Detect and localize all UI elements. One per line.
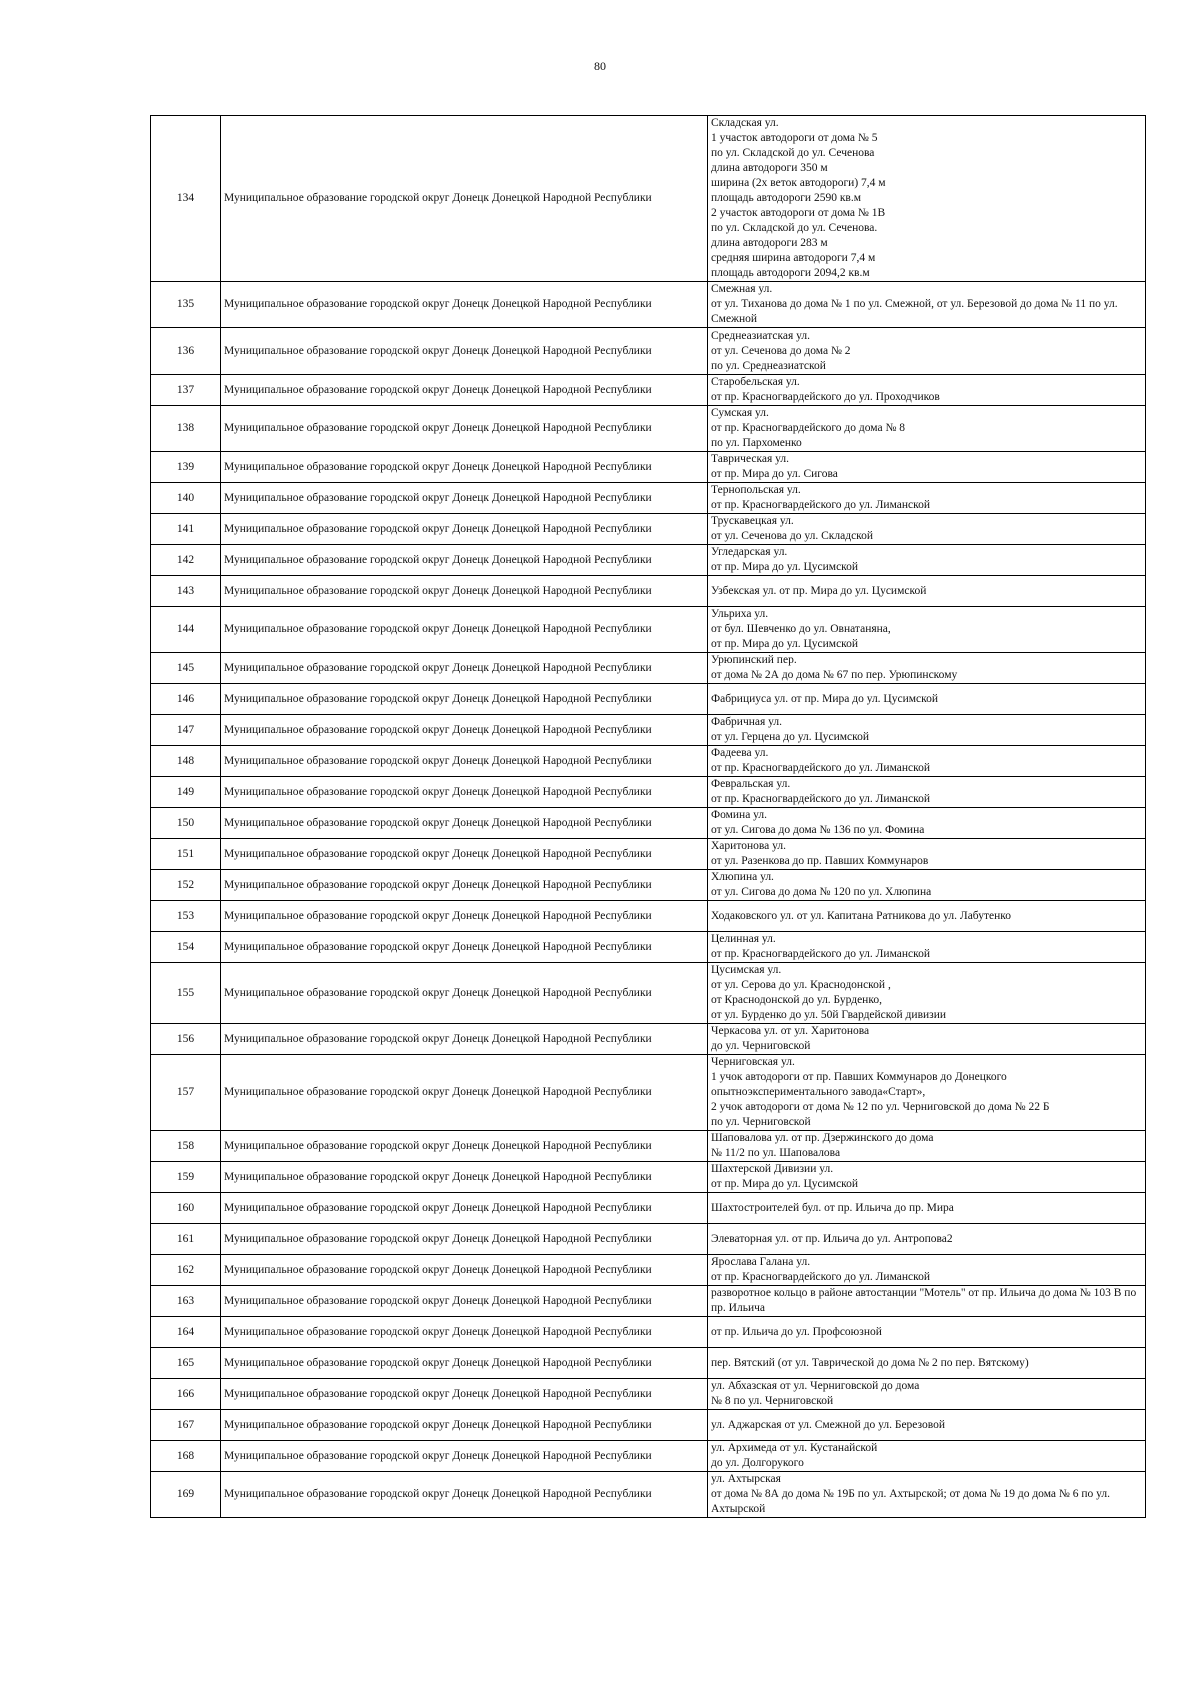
table-row — [151, 684, 1146, 715]
row-number: 145 — [151, 653, 221, 684]
road-description: Трускавецкая ул. от ул. Сеченова до ул. Складской — [708, 514, 1146, 545]
table-row — [151, 375, 1146, 406]
road-description: Целинная ул. от пр. Красногвардейского до ул. Лиманской — [708, 932, 1146, 963]
road-description: Старобельская ул. от пр. Красногвардейского до ул. Проходчиков — [708, 375, 1146, 406]
row-number: 146 — [151, 684, 221, 715]
municipality-name: Муниципальное образование городской округ Донецк Донецкой Народной Республики — [221, 963, 708, 1024]
municipality-name: Муниципальное образование городской округ Донецк Донецкой Народной Республики — [221, 514, 708, 545]
table-row — [151, 1472, 1146, 1518]
municipality-name: Муниципальное образование городской округ Донецк Донецкой Народной Республики — [221, 653, 708, 684]
road-description: Февральская ул. от пр. Красногвардейского до ул. Лиманской — [708, 777, 1146, 808]
road-description: Таврическая ул. от пр. Мира до ул. Сигова — [708, 452, 1146, 483]
road-description: Тернопольская ул. от пр. Красногвардейского до ул. Лиманской — [708, 483, 1146, 514]
municipality-name: Муниципальное образование городской округ Донецк Донецкой Народной Республики — [221, 839, 708, 870]
table-row — [151, 901, 1146, 932]
table-row — [151, 715, 1146, 746]
municipality-name: Муниципальное образование городской округ Донецк Донецкой Народной Республики — [221, 282, 708, 328]
road-description: Харитонова ул. от ул. Разенкова до пр. Павших Коммунаров — [708, 839, 1146, 870]
municipality-name: Муниципальное образование городской округ Донецк Донецкой Народной Республики — [221, 406, 708, 452]
row-number: 168 — [151, 1441, 221, 1472]
table-row — [151, 746, 1146, 777]
road-description: разворотное кольцо в районе автостанции "Мотель" от пр. Ильича до дома № 103 В по пр. Ильича — [708, 1286, 1146, 1317]
row-number: 164 — [151, 1317, 221, 1348]
row-number: 142 — [151, 545, 221, 576]
row-number: 152 — [151, 870, 221, 901]
row-number: 148 — [151, 746, 221, 777]
road-description: Среднеазиатская ул. от ул. Сеченова до дома № 2 по ул. Среднеазиатской — [708, 328, 1146, 375]
municipality-name: Муниципальное образование городской округ Донецк Донецкой Народной Республики — [221, 1286, 708, 1317]
road-description: Цусимская ул. от ул. Серова до ул. Краснодонской , от Краснодонской до ул. Бурденко, от ул. Бурденко до ул. 50й Гвардейской дивизии — [708, 963, 1146, 1024]
municipality-name: Муниципальное образование городской округ Донецк Донецкой Народной Республики — [221, 777, 708, 808]
row-number: 156 — [151, 1024, 221, 1055]
table-row — [151, 963, 1146, 1024]
row-number: 139 — [151, 452, 221, 483]
table-row — [151, 1024, 1146, 1055]
row-number: 138 — [151, 406, 221, 452]
row-number: 161 — [151, 1224, 221, 1255]
table-row — [151, 1379, 1146, 1410]
municipality-name: Муниципальное образование городской округ Донецк Донецкой Народной Республики — [221, 715, 708, 746]
table-row — [151, 545, 1146, 576]
road-description: Ульриха ул. от бул. Шевченко до ул. Овнатаняна, от пр. Мира до ул. Цусимской — [708, 607, 1146, 653]
municipality-name: Муниципальное образование городской округ Донецк Донецкой Народной Республики — [221, 808, 708, 839]
row-number: 158 — [151, 1131, 221, 1162]
table-row — [151, 607, 1146, 653]
municipality-name: Муниципальное образование городской округ Донецк Донецкой Народной Республики — [221, 1410, 708, 1441]
row-number: 165 — [151, 1348, 221, 1379]
table-row — [151, 576, 1146, 607]
municipality-name: Муниципальное образование городской округ Донецк Донецкой Народной Республики — [221, 870, 708, 901]
row-number: 140 — [151, 483, 221, 514]
municipality-name: Муниципальное образование городской округ Донецк Донецкой Народной Республики — [221, 545, 708, 576]
row-number: 154 — [151, 932, 221, 963]
row-number: 155 — [151, 963, 221, 1024]
road-description: Элеваторная ул. от пр. Ильича до ул. Антропова2 — [708, 1224, 1146, 1255]
road-description: ул. Архимеда от ул. Кустанайской до ул. Долгорукого — [708, 1441, 1146, 1472]
table-row — [151, 1317, 1146, 1348]
road-registry-table — [150, 115, 1146, 1518]
row-number: 157 — [151, 1055, 221, 1131]
municipality-name: Муниципальное образование городской округ Донецк Донецкой Народной Республики — [221, 1472, 708, 1518]
table-row — [151, 483, 1146, 514]
municipality-name: Муниципальное образование городской округ Донецк Донецкой Народной Республики — [221, 1131, 708, 1162]
road-description: Черниговская ул. 1 учок автодороги от пр. Павших Коммунаров до Донецкого опытноэкспериментального завода«Старт», 2 учок автодороги от дома № 12 по ул. Черниговской до дома № 22 Б по ул. Черниговской — [708, 1055, 1146, 1131]
row-number: 167 — [151, 1410, 221, 1441]
municipality-name: Муниципальное образование городской округ Донецк Донецкой Народной Республики — [221, 1255, 708, 1286]
row-number: 153 — [151, 901, 221, 932]
row-number: 150 — [151, 808, 221, 839]
row-number: 136 — [151, 328, 221, 375]
road-description: Фабрициуса ул. от пр. Мира до ул. Цусимской — [708, 684, 1146, 715]
table-row — [151, 870, 1146, 901]
municipality-name: Муниципальное образование городской округ Донецк Донецкой Народной Республики — [221, 1348, 708, 1379]
municipality-name: Муниципальное образование городской округ Донецк Донецкой Народной Республики — [221, 1224, 708, 1255]
table-row — [151, 777, 1146, 808]
row-number: 169 — [151, 1472, 221, 1518]
road-description: Ярослава Галана ул. от пр. Красногвардейского до ул. Лиманской — [708, 1255, 1146, 1286]
municipality-name: Муниципальное образование городской округ Донецк Донецкой Народной Республики — [221, 328, 708, 375]
table-row — [151, 1410, 1146, 1441]
table-row — [151, 839, 1146, 870]
row-number: 162 — [151, 1255, 221, 1286]
table-row — [151, 1255, 1146, 1286]
road-description: Сумская ул. от пр. Красногвардейского до дома № 8 по ул. Пархоменко — [708, 406, 1146, 452]
municipality-name: Муниципальное образование городской округ Донецк Донецкой Народной Республики — [221, 1024, 708, 1055]
municipality-name: Муниципальное образование городской округ Донецк Донецкой Народной Республики — [221, 1193, 708, 1224]
row-number: 135 — [151, 282, 221, 328]
table-row — [151, 932, 1146, 963]
road-description: пер. Вятский (от ул. Таврической до дома № 2 по пер. Вятскому) — [708, 1348, 1146, 1379]
municipality-name: Муниципальное образование городской округ Донецк Донецкой Народной Республики — [221, 576, 708, 607]
municipality-name: Муниципальное образование городской округ Донецк Донецкой Народной Республики — [221, 375, 708, 406]
row-number: 143 — [151, 576, 221, 607]
road-description: ул. Аджарская от ул. Смежной до ул. Березовой — [708, 1410, 1146, 1441]
municipality-name: Муниципальное образование городской округ Донецк Донецкой Народной Республики — [221, 1441, 708, 1472]
row-number: 147 — [151, 715, 221, 746]
municipality-name: Муниципальное образование городской округ Донецк Донецкой Народной Республики — [221, 1055, 708, 1131]
municipality-name: Муниципальное образование городской округ Донецк Донецкой Народной Республики — [221, 932, 708, 963]
road-description: Фабричная ул. от ул. Герцена до ул. Цусимской — [708, 715, 1146, 746]
row-number: 134 — [151, 116, 221, 282]
road-description: Шахтерской Дивизии ул. от пр. Мира до ул. Цусимской — [708, 1162, 1146, 1193]
municipality-name: Муниципальное образование городской округ Донецк Донецкой Народной Республики — [221, 452, 708, 483]
table-row — [151, 1131, 1146, 1162]
road-description: Ходаковского ул. от ул. Капитана Ратникова до ул. Лабутенко — [708, 901, 1146, 932]
row-number: 144 — [151, 607, 221, 653]
table-row — [151, 808, 1146, 839]
road-description: Хлюпина ул. от ул. Сигова до дома № 120 по ул. Хлюпина — [708, 870, 1146, 901]
table-row — [151, 116, 1146, 282]
table-row — [151, 1441, 1146, 1472]
row-number: 159 — [151, 1162, 221, 1193]
road-description: от пр. Ильича до ул. Профсоюзной — [708, 1317, 1146, 1348]
road-description: ул. Ахтырская от дома № 8А до дома № 19Б по ул. Ахтырской; от дома № 19 до дома № 6 по ул. Ахтырской — [708, 1472, 1146, 1518]
road-description: Узбекская ул. от пр. Мира до ул. Цусимской — [708, 576, 1146, 607]
road-description: Шаповалова ул. от пр. Дзержинского до дома № 11/2 по ул. Шаповалова — [708, 1131, 1146, 1162]
road-description: Фадеева ул. от пр. Красногвардейского до ул. Лиманской — [708, 746, 1146, 777]
road-description: Смежная ул. от ул. Тиханова до дома № 1 по ул. Смежной, от ул. Березовой до дома № 11 по ул. Смежной — [708, 282, 1146, 328]
table-row — [151, 514, 1146, 545]
table-row — [151, 282, 1146, 328]
row-number: 149 — [151, 777, 221, 808]
row-number: 163 — [151, 1286, 221, 1317]
road-description: Черкасова ул. от ул. Харитонова до ул. Черниговской — [708, 1024, 1146, 1055]
municipality-name: Муниципальное образование городской округ Донецк Донецкой Народной Республики — [221, 483, 708, 514]
table-row — [151, 1193, 1146, 1224]
road-description: Фомина ул. от ул. Сигова до дома № 136 по ул. Фомина — [708, 808, 1146, 839]
table-row — [151, 1224, 1146, 1255]
road-description: Шахтостроителей бул. от пр. Ильича до пр. Мира — [708, 1193, 1146, 1224]
table-row — [151, 406, 1146, 452]
page-number: 80 — [594, 59, 606, 73]
row-number: 137 — [151, 375, 221, 406]
table-row — [151, 1348, 1146, 1379]
table-row — [151, 1055, 1146, 1131]
municipality-name: Муниципальное образование городской округ Донецк Донецкой Народной Республики — [221, 607, 708, 653]
table-row — [151, 653, 1146, 684]
municipality-name: Муниципальное образование городской округ Донецк Донецкой Народной Республики — [221, 684, 708, 715]
municipality-name: Муниципальное образование городской округ Донецк Донецкой Народной Республики — [221, 116, 708, 282]
table-body — [151, 116, 1146, 1518]
municipality-name: Муниципальное образование городской округ Донецк Донецкой Народной Республики — [221, 901, 708, 932]
municipality-name: Муниципальное образование городской округ Донецк Донецкой Народной Республики — [221, 1317, 708, 1348]
table-row — [151, 452, 1146, 483]
table-row — [151, 1286, 1146, 1317]
row-number: 166 — [151, 1379, 221, 1410]
road-description: ул. Абхазская от ул. Черниговской до дома № 8 по ул. Черниговской — [708, 1379, 1146, 1410]
municipality-name: Муниципальное образование городской округ Донецк Донецкой Народной Республики — [221, 746, 708, 777]
row-number: 141 — [151, 514, 221, 545]
row-number: 151 — [151, 839, 221, 870]
row-number: 160 — [151, 1193, 221, 1224]
road-description: Угледарская ул. от пр. Мира до ул. Цусимской — [708, 545, 1146, 576]
table-row — [151, 328, 1146, 375]
road-description: Урюпинский пер. от дома № 2А до дома № 67 по пер. Урюпинскому — [708, 653, 1146, 684]
municipality-name: Муниципальное образование городской округ Донецк Донецкой Народной Республики — [221, 1379, 708, 1410]
municipality-name: Муниципальное образование городской округ Донецк Донецкой Народной Республики — [221, 1162, 708, 1193]
road-description: Складская ул. 1 участок автодороги от дома № 5 по ул. Складской до ул. Сеченова длина автодороги 350 м ширина (2х веток автодороги) 7,4 м площадь автодороги 2590 кв.м 2 участок автодороги от дома № 1В по ул. Складской до ул. Сеченова. длина автодороги 283 м средняя ширина автодороги 7,4 м площадь автодороги 2094,2 кв.м — [708, 116, 1146, 282]
table-row — [151, 1162, 1146, 1193]
